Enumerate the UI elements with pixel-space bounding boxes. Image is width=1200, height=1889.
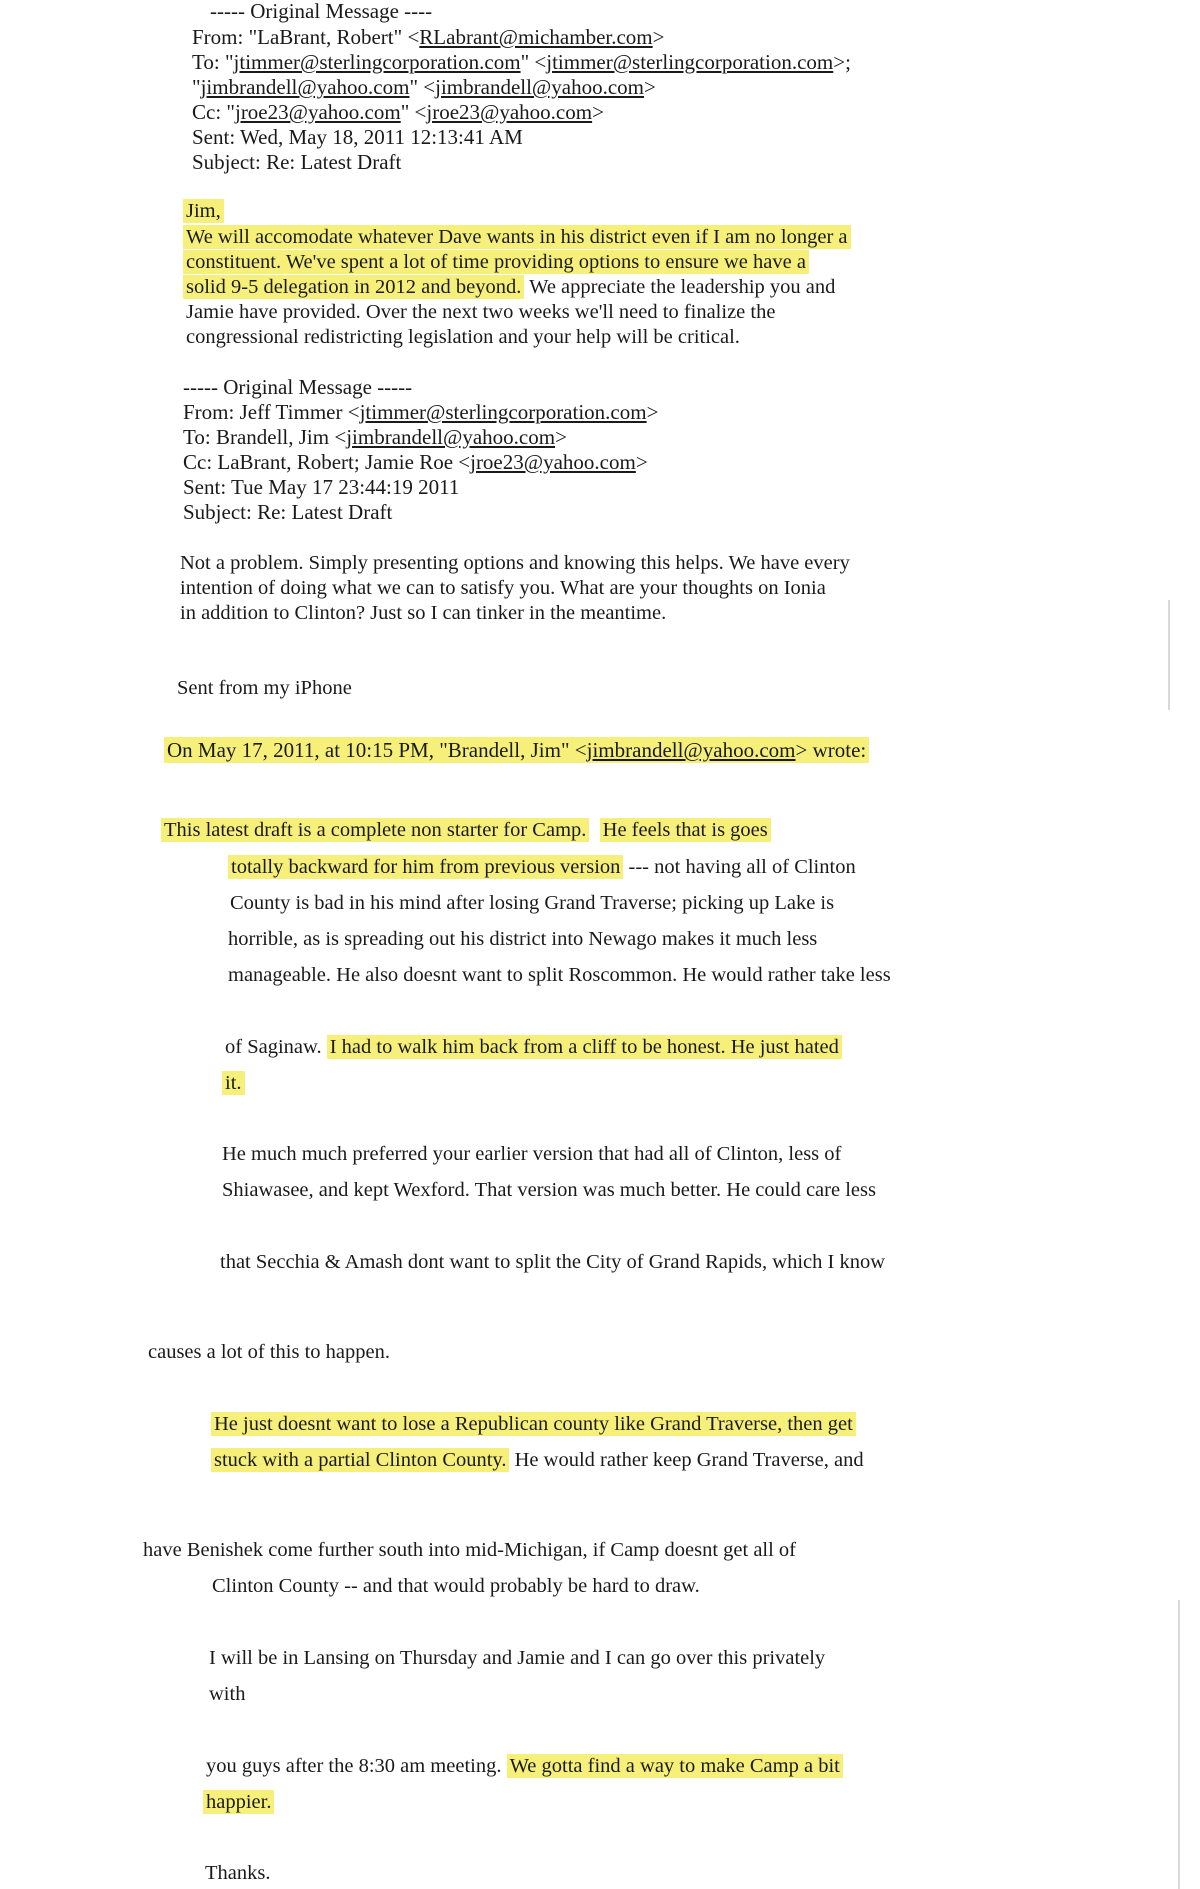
email-link[interactable]: jimbrandell@yahoo.com (346, 425, 556, 449)
body-line: with (209, 1683, 246, 1705)
body-line: in addition to Clinton? Just so I can tinker in the meantime. (180, 602, 667, 624)
body-line: stuck with a partial Clinton County. He would rather keep Grand Traverse, and (211, 1447, 864, 1473)
sent-line: Sent: Wed, May 18, 2011 12:13:41 AM (192, 125, 523, 149)
highlighted-text: He feels that is goes (600, 818, 771, 842)
body-line (183, 198, 224, 224)
email-link[interactable]: jtimmer@sterlingcorporation.com (546, 50, 834, 74)
body-line: Clinton County -- and that would probably be hard to draw. (212, 1575, 700, 1597)
from-line: From: Jeff Timmer <jtimmer@sterlingcorporation.com> (183, 400, 659, 424)
body-line: solid 9-5 delegation in 2012 and beyond. We appreciate the leadership you and (183, 274, 835, 300)
scan-edge-mark (1178, 1600, 1180, 1889)
from-label: From: "LaBrant, Robert" < (192, 25, 420, 49)
body-line (183, 224, 851, 250)
email-link[interactable]: jtimmer@sterlingcorporation.com (233, 50, 521, 74)
sent-line: Sent: Tue May 17 23:44:19 2011 (183, 475, 460, 499)
body-line (183, 249, 809, 275)
body-line (161, 817, 771, 843)
highlighted-text: solid 9-5 delegation in 2012 and beyond. (183, 275, 524, 299)
email-link[interactable]: jtimmer@sterlingcorporation.com (359, 400, 647, 424)
body-line: Jamie have provided. Over the next two weeks we'll need to finalize the (186, 301, 776, 323)
body-line (211, 1411, 856, 1437)
body-line: County is bad in his mind after losing Grand Traverse; picking up Lake is (230, 892, 835, 914)
body-line: I will be in Lansing on Thursday and Jamie and I can go over this privately (209, 1647, 826, 1669)
scan-edge-mark (1168, 600, 1170, 710)
email-link[interactable]: jimbrandell@yahoo.com (435, 75, 644, 99)
body-line: Shiawasee, and kept Wexford. That version was much better. He could care less (222, 1179, 876, 1201)
from-line: From: "LaBrant, Robert" <RLabrant@michamber.com> (192, 25, 665, 49)
body-line: have Benishek come further south into mid-Michigan, if Camp doesnt get all of (143, 1539, 797, 1561)
email-link[interactable]: RLabrant@michamber.com (419, 25, 653, 49)
highlighted-text: Jim, (183, 199, 224, 223)
highlighted-text: happier. (203, 1790, 274, 1814)
highlighted-text: We gotta find a way to make Camp a bit (507, 1754, 843, 1778)
highlighted-text: I had to walk him back from a cliff to be honest. He just hated (327, 1035, 842, 1059)
body-line: of Saginaw. I had to walk him back from a cliff to be honest. He just hated (225, 1034, 842, 1060)
to-line: To: "jtimmer@sterlingcorporation.com" <jtimmer@sterlingcorporation.com>; (192, 50, 851, 74)
subject-line: Subject: Re: Latest Draft (192, 150, 402, 174)
subject-line: Subject: Re: Latest Draft (183, 500, 393, 524)
highlighted-text: constituent. We've spent a lot of time providing options to ensure we have a (183, 250, 809, 274)
highlighted-text: He just doesnt want to lose a Republican county like Grand Traverse, then get (211, 1412, 856, 1436)
message-divider: ----- Original Message ---- (210, 0, 433, 23)
email-link[interactable]: jroe23@yahoo.com (470, 450, 636, 474)
body-line: manageable. He also doesnt want to split Roscommon. He would rather take less (228, 964, 891, 986)
body-line (222, 1070, 245, 1096)
signature: Sent from my iPhone (177, 677, 352, 699)
highlighted-text: it. (222, 1071, 245, 1095)
body-line: totally backward for him from previous version --- not having all of Clinton (228, 854, 856, 880)
body-line: you guys after the 8:30 am meeting. We gotta find a way to make Camp a bit (206, 1753, 843, 1779)
highlighted-text: stuck with a partial Clinton County. (211, 1448, 509, 1472)
email-link[interactable]: jroe23@yahoo.com (426, 100, 593, 124)
email-link[interactable]: jimbrandell@yahoo.com (586, 738, 796, 762)
body-line: intention of doing what we can to satisfy you. What are your thoughts on Ionia (180, 577, 826, 599)
email-link[interactable]: jimbrandell@yahoo.com (200, 75, 410, 99)
highlighted-text: On May 17, 2011, at 10:15 PM, "Brandell, Jim" <jimbrandell@yahoo.com> wrote: (164, 737, 869, 763)
body-line: He much much preferred your earlier version that had all of Clinton, less of (222, 1143, 842, 1165)
body-line: causes a lot of this to happen. (148, 1341, 390, 1363)
body-line: Not a problem. Simply presenting options and knowing this helps. We have every (180, 552, 850, 574)
body-line: congressional redistricting legislation and your help will be critical. (186, 326, 740, 348)
body-line: horrible, as is spreading out his district into Newago makes it much less (228, 928, 818, 950)
cc-line: Cc: "jroe23@yahoo.com" <jroe23@yahoo.com> (192, 100, 604, 124)
body-line (203, 1789, 274, 1815)
highlighted-text: We will accomodate whatever Dave wants in his district even if I am no longer a (183, 225, 851, 249)
highlighted-text: This latest draft is a complete non starter for Camp. (161, 818, 589, 842)
email-link[interactable]: jroe23@yahoo.com (234, 100, 401, 124)
highlighted-text: totally backward for him from previous version (228, 855, 623, 879)
cc-line: Cc: LaBrant, Robert; Jamie Roe <jroe23@yahoo.com> (183, 450, 648, 474)
message-divider: ----- Original Message ----- (183, 375, 413, 399)
body-line: that Secchia & Amash dont want to split the City of Grand Rapids, which I know (220, 1251, 886, 1273)
closing: Thanks. (205, 1862, 271, 1884)
to-line: To: Brandell, Jim <jimbrandell@yahoo.com> (183, 425, 567, 449)
to-line-continued: "jimbrandell@yahoo.com" <jimbrandell@yahoo.com> (192, 75, 656, 99)
quote-intro (164, 737, 869, 763)
